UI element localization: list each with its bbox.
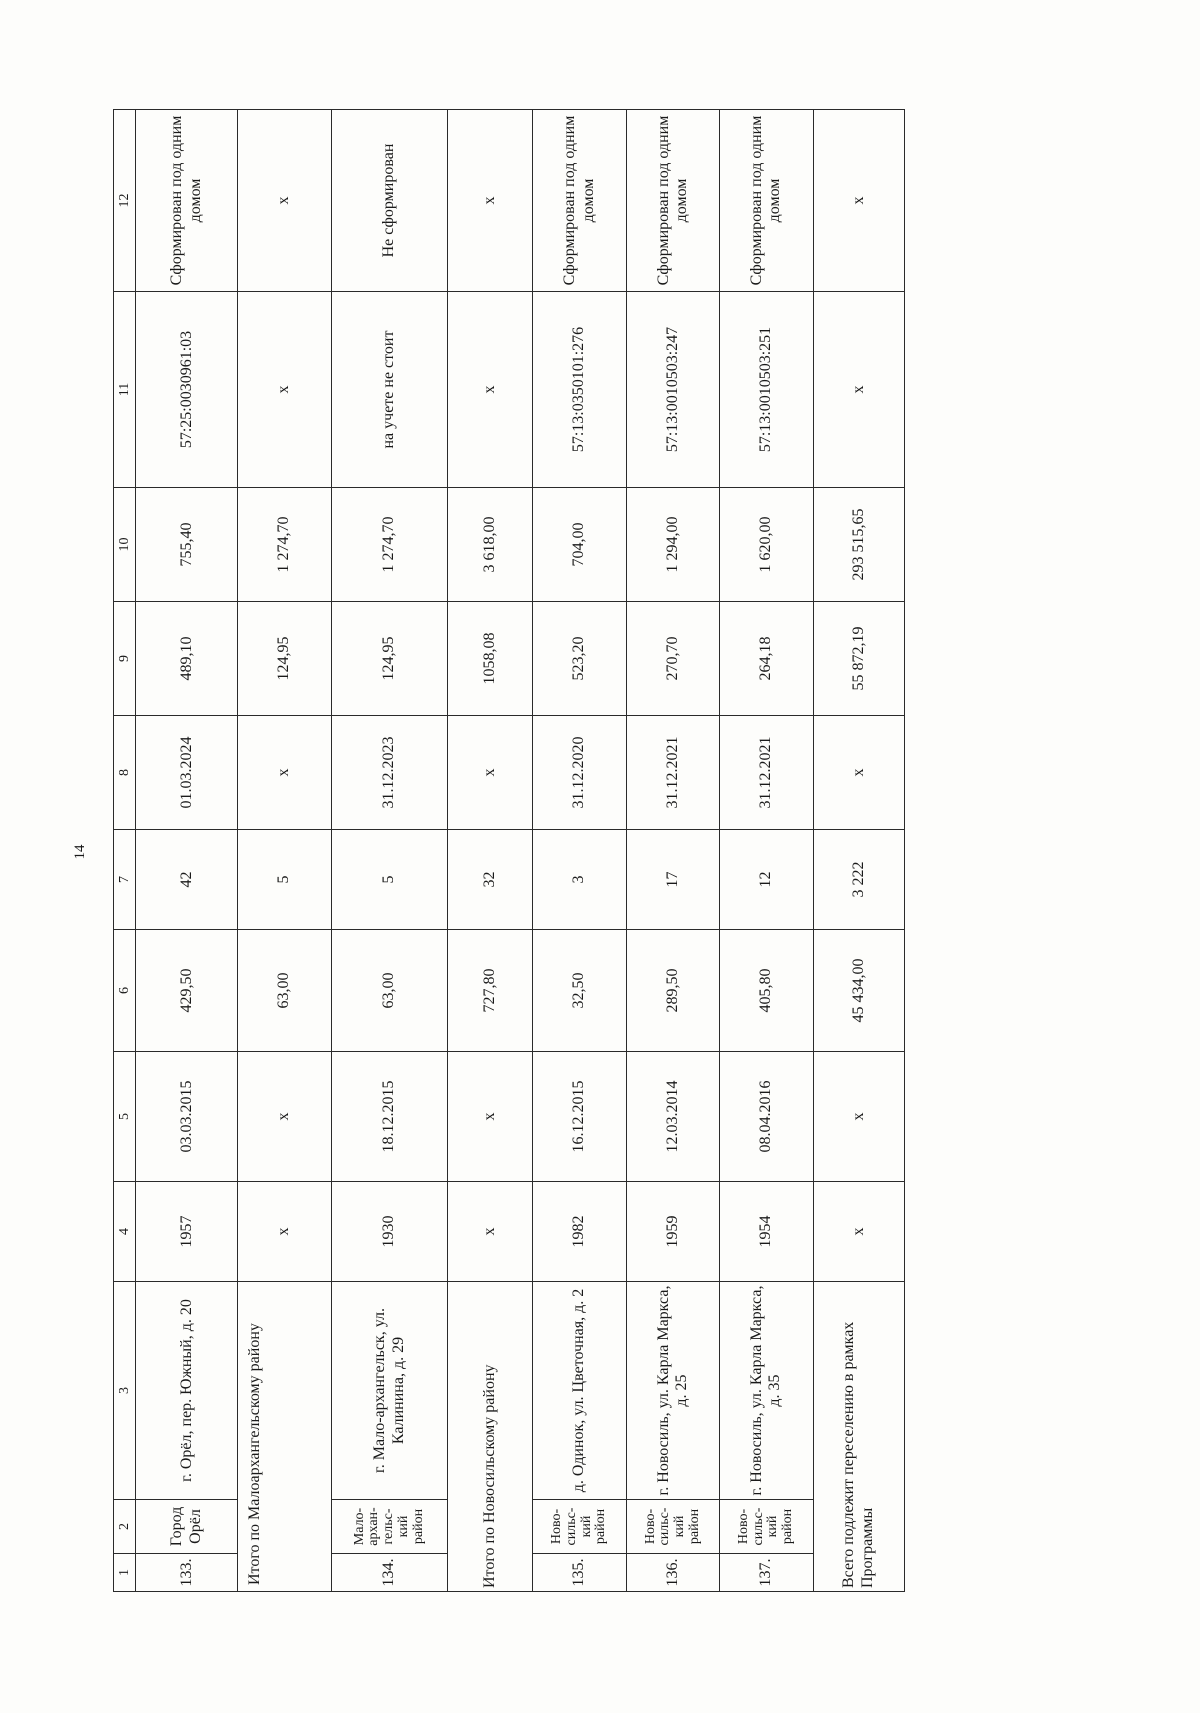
area2-cell: 489,10 xyxy=(136,602,238,716)
cadastral-cell: 57:13:0350101:276 xyxy=(533,292,626,488)
municipality-cell: Ново-сильс-кий район xyxy=(533,1500,626,1554)
cadastral-cell: 57:13:0010503:247 xyxy=(626,292,719,488)
area2-cell: 124,95 xyxy=(331,602,448,716)
address-cell: г. Орёл, пер. Южный, д. 20 xyxy=(136,1282,238,1500)
table-row xyxy=(533,110,626,1592)
recognition-date-cell: 03.03.2015 xyxy=(136,1052,238,1182)
recognition-date-cell: х xyxy=(448,1052,533,1182)
subtotal-row xyxy=(448,110,533,1592)
column-number: 12 xyxy=(114,110,136,292)
recognition-date-cell: 12.03.2014 xyxy=(626,1052,719,1182)
land-area-cell: 1 274,70 xyxy=(238,488,331,602)
address-cell: г. Новосиль, ул. Карла Маркса, д. 35 xyxy=(720,1282,813,1500)
recognition-date-cell: 08.04.2016 xyxy=(720,1052,813,1182)
column-number: 1 xyxy=(114,1554,136,1592)
land-status-cell: Не сформирован xyxy=(331,110,448,292)
address-cell: г. Мало-архангельск, ул. Калинина, д. 29 xyxy=(331,1282,448,1500)
table-row xyxy=(720,110,813,1592)
land-area-cell: 293 515,65 xyxy=(813,488,904,602)
area2-cell: 270,70 xyxy=(626,602,719,716)
row-number: 137. xyxy=(720,1554,813,1592)
area2-cell: 523,20 xyxy=(533,602,626,716)
municipality-cell: Ново-сильс-кий район xyxy=(720,1500,813,1554)
cadastral-cell: х xyxy=(813,292,904,488)
recognition-date-cell: х xyxy=(813,1052,904,1182)
year-cell: 1954 xyxy=(720,1182,813,1282)
area-cell: 45 434,00 xyxy=(813,930,904,1052)
grand-total-row xyxy=(813,110,904,1592)
area-cell: 63,00 xyxy=(331,930,448,1052)
cadastral-cell: 57:25:0030961:03 xyxy=(136,292,238,488)
area-cell: 429,50 xyxy=(136,930,238,1052)
address-cell: д. Одинок, ул. Цветочная, д. 2 xyxy=(533,1282,626,1500)
land-area-cell: 755,40 xyxy=(136,488,238,602)
row-number: 135. xyxy=(533,1554,626,1592)
table-row xyxy=(626,110,719,1592)
column-number: 11 xyxy=(114,292,136,488)
residents-cell: 5 xyxy=(331,830,448,930)
area2-cell: 124,95 xyxy=(238,602,331,716)
planned-date-cell: 01.03.2024 xyxy=(136,716,238,830)
land-area-cell: 1 620,00 xyxy=(720,488,813,602)
cadastral-cell: 57:13:0010503:251 xyxy=(720,292,813,488)
land-status-cell: Сформирован под одним домом xyxy=(136,110,238,292)
page-number: 14 xyxy=(72,844,88,860)
recognition-date-cell: х xyxy=(238,1052,331,1182)
grand-total-label: Всего подлежит переселению в рамках Программы xyxy=(813,1282,904,1592)
row-number: 134. xyxy=(331,1554,448,1592)
year-cell: 1930 xyxy=(331,1182,448,1282)
year-cell: 1959 xyxy=(626,1182,719,1282)
land-status-cell: Сформирован под одним домом xyxy=(720,110,813,292)
column-number: 3 xyxy=(114,1282,136,1500)
residents-cell: 5 xyxy=(238,830,331,930)
resettlement-table-box xyxy=(113,110,905,1592)
residents-cell: 32 xyxy=(448,830,533,930)
area2-cell: 55 872,19 xyxy=(813,602,904,716)
resettlement-table xyxy=(113,109,905,1592)
year-cell: х xyxy=(238,1182,331,1282)
residents-cell: 17 xyxy=(626,830,719,930)
municipality-cell: Мало-архан-гельс-кий район xyxy=(331,1500,448,1554)
municipality-cell: Ново-сильс-кий район xyxy=(626,1500,719,1554)
area-cell: 63,00 xyxy=(238,930,331,1052)
year-cell: 1957 xyxy=(136,1182,238,1282)
column-number: 10 xyxy=(114,488,136,602)
planned-date-cell: х xyxy=(448,716,533,830)
cadastral-cell: х xyxy=(238,292,331,488)
year-cell: х xyxy=(813,1182,904,1282)
subtotal-label: Итого по Малоархангельскому району xyxy=(238,1282,331,1592)
area-cell: 405,80 xyxy=(720,930,813,1052)
year-cell: х xyxy=(448,1182,533,1282)
residents-cell: 12 xyxy=(720,830,813,930)
address-cell: г. Новосиль, ул. Карла Маркса, д. 25 xyxy=(626,1282,719,1500)
column-number: 7 xyxy=(114,830,136,930)
column-number: 9 xyxy=(114,602,136,716)
column-number: 4 xyxy=(114,1182,136,1282)
area2-cell: 264,18 xyxy=(720,602,813,716)
area2-cell: 1058,08 xyxy=(448,602,533,716)
residents-cell: 3 222 xyxy=(813,830,904,930)
column-number: 8 xyxy=(114,716,136,830)
recognition-date-cell: 16.12.2015 xyxy=(533,1052,626,1182)
cadastral-cell: х xyxy=(448,292,533,488)
row-number: 133. xyxy=(136,1554,238,1592)
municipality-cell: Город Орёл xyxy=(136,1500,238,1554)
residents-cell: 3 xyxy=(533,830,626,930)
land-status-cell: х xyxy=(813,110,904,292)
column-number-row xyxy=(114,110,136,1592)
recognition-date-cell: 18.12.2015 xyxy=(331,1052,448,1182)
land-status-cell: х xyxy=(238,110,331,292)
year-cell: 1982 xyxy=(533,1182,626,1282)
subtotal-row xyxy=(238,110,331,1592)
residents-cell: 42 xyxy=(136,830,238,930)
land-status-cell: Сформирован под одним домом xyxy=(533,110,626,292)
planned-date-cell: х xyxy=(813,716,904,830)
planned-date-cell: 31.12.2021 xyxy=(626,716,719,830)
area-cell: 32,50 xyxy=(533,930,626,1052)
land-area-cell: 1 274,70 xyxy=(331,488,448,602)
table-row xyxy=(136,110,238,1592)
row-number: 136. xyxy=(626,1554,719,1592)
land-area-cell: 1 294,00 xyxy=(626,488,719,602)
planned-date-cell: 31.12.2023 xyxy=(331,716,448,830)
rotated-table-wrapper xyxy=(113,110,905,1592)
column-number: 5 xyxy=(114,1052,136,1182)
land-area-cell: 3 618,00 xyxy=(448,488,533,602)
cadastral-cell: на учете не стоит xyxy=(331,292,448,488)
column-number: 6 xyxy=(114,930,136,1052)
land-status-cell: х xyxy=(448,110,533,292)
area-cell: 727,80 xyxy=(448,930,533,1052)
land-area-cell: 704,00 xyxy=(533,488,626,602)
planned-date-cell: 31.12.2020 xyxy=(533,716,626,830)
table-row xyxy=(331,110,448,1592)
subtotal-label: Итого по Новосильскому району xyxy=(448,1282,533,1592)
planned-date-cell: х xyxy=(238,716,331,830)
planned-date-cell: 31.12.2021 xyxy=(720,716,813,830)
area-cell: 289,50 xyxy=(626,930,719,1052)
land-status-cell: Сформирован под одним домом xyxy=(626,110,719,292)
column-number: 2 xyxy=(114,1500,136,1554)
